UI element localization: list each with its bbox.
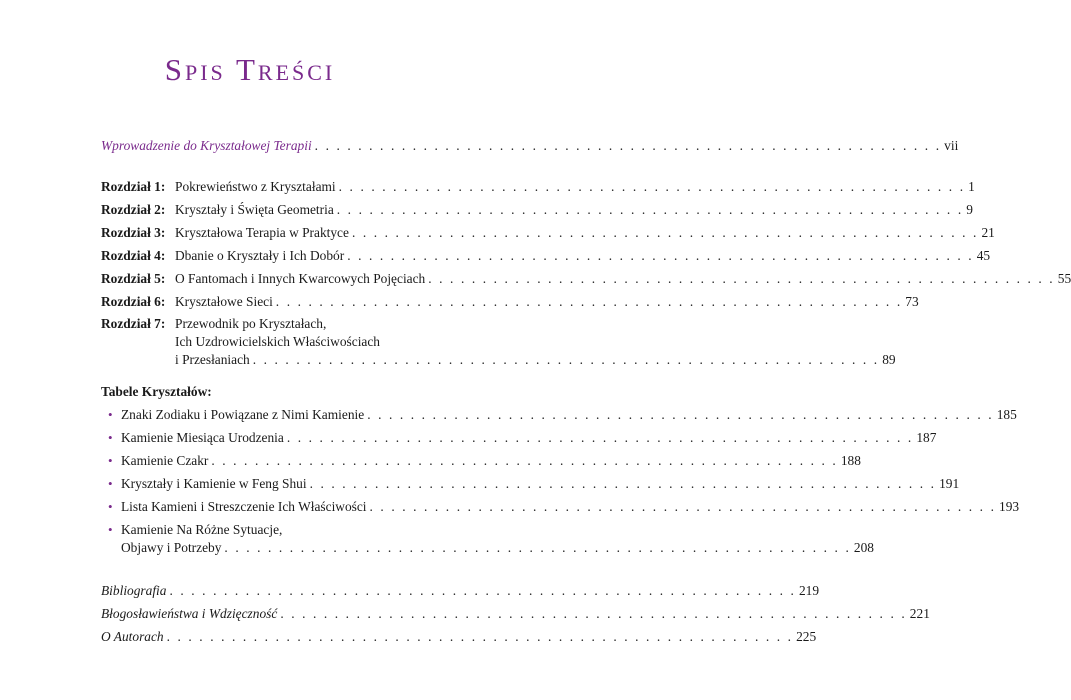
toc-entry-table[interactable] xyxy=(121,539,874,557)
toc-entry-chapter-5[interactable] xyxy=(175,270,1071,288)
chapter-title: Kryształy i Święta Geometria xyxy=(175,202,334,217)
table-title-line: Kamienie Na Różne Sytuacje, xyxy=(121,522,283,537)
chapter-label: Rozdział 7: xyxy=(101,316,166,331)
table-title-line: Objawy i Potrzeby xyxy=(121,540,222,555)
dot-leader: . . . . . . . . . . . . . . . . . . . . . . . . . . . . . . . . . . . . . . . . . . . . . . . . . . . . . . . . . . xyxy=(338,179,966,194)
toc-entry-about-authors[interactable] xyxy=(101,628,817,646)
toc-entry-table[interactable] xyxy=(108,406,1017,424)
chapter-title-line[interactable]: Przewodnik po Kryształach, xyxy=(175,316,327,331)
page-number: 187 xyxy=(916,430,937,445)
toc-entry-table[interactable] xyxy=(108,429,937,447)
bullet-icon: • xyxy=(108,407,113,422)
table-title: Kamienie Miesiąca Urodzenia xyxy=(121,430,284,445)
dot-leader: . . . . . . . . . . . . . . . . . . . . . . . . . . . . . . . . . . . . . . . . . . . . . . . . . . . . . . . . . . xyxy=(347,248,974,263)
chapter-title-line: i Przesłaniach xyxy=(175,352,250,367)
dot-leader: . . . . . . . . . . . . . . . . . . . . . . . . . . . . . . . . . . . . . . . . . . . . . . . . . . . . . . . . . . xyxy=(166,629,794,644)
page-number: 208 xyxy=(853,540,874,555)
dot-leader: . . . . . . . . . . . . . . . . . . . . . . . . . . . . . . . . . . . . . . . . . . . . . . . . . . . . . . . . . . xyxy=(169,583,796,598)
chapter-title: Kryształowa Terapia w Praktyce xyxy=(175,225,349,240)
dot-leader: . . . . . . . . . . . . . . . . . . . . . . . . . . . . . . . . . . . . . . . . . . . . . . . . . . . . . . . . . . xyxy=(309,476,937,491)
bullet-icon: • xyxy=(108,522,113,537)
toc-entry-chapter-6[interactable] xyxy=(175,293,919,311)
page-number: 191 xyxy=(939,476,960,491)
toc-entry-chapter-3[interactable] xyxy=(175,224,995,242)
bullet-icon: • xyxy=(108,453,113,468)
dot-leader: . . . . . . . . . . . . . . . . . . . . . . . . . . . . . . . . . . . . . . . . . . . . . . . . . . . . . . . . . . xyxy=(314,138,942,153)
page-number: 73 xyxy=(905,294,919,309)
section-heading-tables: Tabele Kryształów: xyxy=(101,384,212,399)
dot-leader: . . . . . . . . . . . . . . . . . . . . . . . . . . . . . . . . . . . . . . . . . . . . . . . . . . . . . . . . . . xyxy=(211,453,838,468)
toc-entry-table[interactable] xyxy=(108,498,1020,516)
bullet-icon: • xyxy=(108,476,113,491)
dot-leader: . . . . . . . . . . . . . . . . . . . . . . . . . . . . . . . . . . . . . . . . . . . . . . . . . . . . . . . . . . xyxy=(336,202,964,217)
chapter-label: Rozdział 2: xyxy=(101,202,166,217)
toc-entry-table[interactable] xyxy=(108,521,453,539)
bullet-icon: • xyxy=(108,499,113,514)
dot-leader: . . . . . . . . . . . . . . . . . . . . . . . . . . . . . . . . . . . . . . . . . . . . . . . . . . . . . . . . . . xyxy=(224,540,851,555)
table-title: Znaki Zodiaku i Powiązane z Nimi Kamienie xyxy=(121,407,365,422)
dot-leader: . . . . . . . . . . . . . . . . . . . . . . . . . . . . . . . . . . . . . . . . . . . . . . . . . . . . . . . . . . xyxy=(286,430,914,445)
page-number: vii xyxy=(944,138,959,153)
toc-entry-chapter-7[interactable] xyxy=(175,351,896,369)
page-number: 9 xyxy=(966,202,973,217)
dot-leader: . . . . . . . . . . . . . . . . . . . . . . . . . . . . . . . . . . . . . . . . . . . . . . . . . . . . . . . . . . xyxy=(280,606,907,621)
page-number: 188 xyxy=(840,453,861,468)
page-number: 1 xyxy=(968,179,975,194)
dot-leader: . . . . . . . . . . . . . . . . . . . . . . . . . . . . . . . . . . . . . . . . . . . . . . . . . . . . . . . . . . xyxy=(252,352,880,367)
chapter-label: Rozdział 5: xyxy=(101,271,166,286)
toc-entry-chapter-4[interactable] xyxy=(175,247,991,265)
table-title: Lista Kamieni i Streszczenie Ich Właściwości xyxy=(121,499,367,514)
chapter-title: Kryształowe Sieci xyxy=(175,294,273,309)
entry-label: Błogosławieństwa i Wdzięczność xyxy=(101,606,278,621)
page-number: 185 xyxy=(996,407,1017,422)
chapter-label: Rozdział 3: xyxy=(101,225,166,240)
page-title: Spis Treści xyxy=(164,52,336,87)
chapter-title: Dbanie o Kryształy i Ich Dobór xyxy=(175,248,345,263)
toc-entry-bibliography[interactable] xyxy=(101,582,820,600)
entry-label: Wprowadzenie do Kryształowej Terapii xyxy=(101,138,312,153)
chapter-title: Pokrewieństwo z Kryształami xyxy=(175,179,336,194)
dot-leader: . . . . . . . . . . . . . . . . . . . . . . . . . . . . . . . . . . . . . . . . . . . . . . . . . . . . . . . . . . xyxy=(275,294,903,309)
toc-entry-introduction[interactable] xyxy=(101,137,959,155)
table-title: Kryształy i Kamienie w Feng Shui xyxy=(121,476,307,491)
bullet-icon: • xyxy=(108,430,113,445)
page-number: 55 xyxy=(1057,271,1071,286)
page-number: 45 xyxy=(976,248,991,263)
entry-label: O Autorach xyxy=(101,629,164,644)
page-number: 225 xyxy=(796,629,817,644)
dot-leader: . . . . . . . . . . . . . . . . . . . . . . . . . . . . . . . . . . . . . . . . . . . . . . . . . . . . . . . . . . xyxy=(351,225,979,240)
page-number: 89 xyxy=(882,352,896,367)
page-number: 21 xyxy=(981,225,995,240)
dot-leader: . . . . . . . . . . . . . . . . . . . . . . . . . . . . . . . . . . . . . . . . . . . . . . . . . . . . . . . . . . xyxy=(428,271,1055,286)
chapter-label: Rozdział 1: xyxy=(101,179,166,194)
page-number: 193 xyxy=(999,499,1020,514)
toc-entry-table[interactable] xyxy=(108,452,861,470)
toc-entry-table[interactable] xyxy=(108,475,960,493)
toc-entry-acknowledgements[interactable] xyxy=(101,605,930,623)
entry-label: Bibliografia xyxy=(101,583,167,598)
toc-entry-chapter-2[interactable] xyxy=(175,201,973,219)
chapter-title-line[interactable]: Ich Uzdrowicielskich Właściwościach xyxy=(175,334,380,349)
chapter-title: O Fantomach i Innych Kwarcowych Pojęciach xyxy=(175,271,426,286)
dot-leader: . . . . . . . . . . . . . . . . . . . . . . . . . . . . . . . . . . . . . . . . . . . . . . . . . . . . . . . . . . xyxy=(367,407,994,422)
chapter-label: Rozdział 6: xyxy=(101,294,166,309)
chapter-label: Rozdział 4: xyxy=(101,248,166,263)
toc-entry-chapter-1[interactable] xyxy=(175,178,975,196)
dot-leader: . . . . . . . . . . . . . . . . . . . . . . . . . . . . . . . . . . . . . . . . . . . . . . . . . . . . . . . . . . xyxy=(369,499,997,514)
page-number: 221 xyxy=(909,606,930,621)
table-title: Kamienie Czakr xyxy=(121,453,209,468)
page-number: 219 xyxy=(798,583,820,598)
